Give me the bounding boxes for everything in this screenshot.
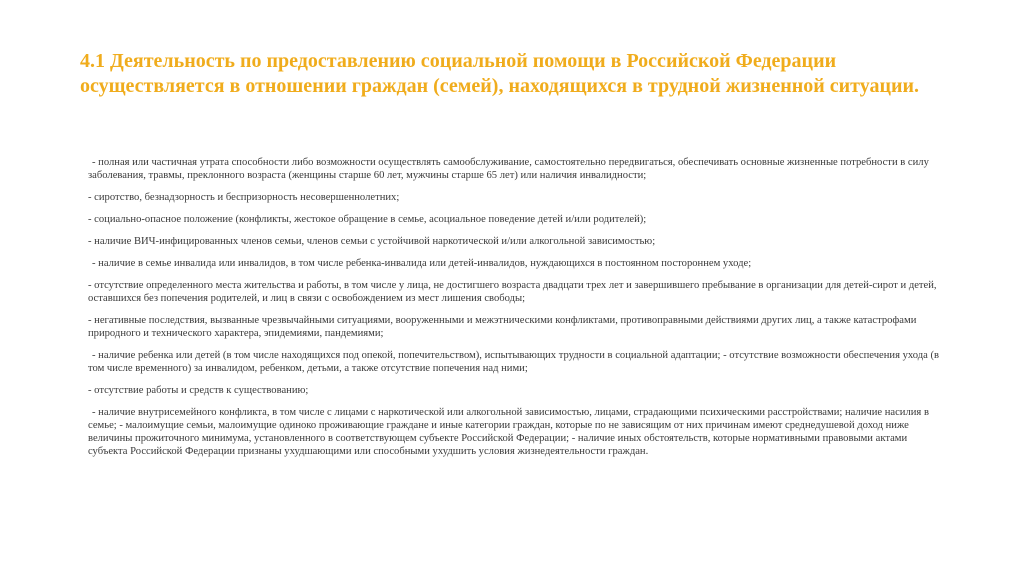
list-item: - сиротство, безнадзорность и беспризорность несовершеннолетних; xyxy=(88,192,400,203)
list-item: - наличие ВИЧ-инфицированных членов семьи, членов семьи с устойчивой наркотической и/или алкогольной зависимостью; xyxy=(88,236,656,247)
list-item: - отсутствие определенного места жительства и работы, в том числе у лица, не достигшего возраста двадцати трех лет и завершившего пребывание в организации для детей-сирот и детей, оставшихся без попечения родителей, и лиц в связи с освобождением из мест лишения свободы; xyxy=(88,280,937,304)
slide-title: 4.1 Деятельность по предоставлению социальной помощи в Российской Федерации осуществляется в отношении граждан (семей), находящихся в трудной жизненной ситуации. xyxy=(80,50,920,97)
list-item: - негативные последствия, вызванные чрезвычайными ситуациями, вооруженными и межэтническими конфликтами, противоправными действиями других лиц, а также катастрофами природного и технического характера, эпидемиями, пандемиями; xyxy=(88,315,917,339)
slide-body xyxy=(88,156,948,467)
list-item: - наличие ребенка или детей (в том числе находящихся под опекой, попечительством), испытывающих трудности в социальной адаптации; - отсутствие возможности обеспечения ухода (в том числе временного) за инвалидом, ребенком, детьми, а также отсутствие попечения над ними; xyxy=(88,350,940,374)
list-item: - социально-опасное положение (конфликты, жестокое обращение в семье, асоциальное поведение детей и/или родителей); xyxy=(88,214,647,225)
list-item: - наличие в семье инвалида или инвалидов, в том числе ребенка-инвалида или детей-инвалидов, нуждающихся в постоянном постороннем уходе; xyxy=(92,258,752,269)
list-item: - отсутствие работы и средств к существованию; xyxy=(88,385,309,396)
list-item: - наличие внутрисемейного конфликта, в том числе с лицами с наркотической или алкогольной зависимостью, лицами, страдающими психическими расстройствами; наличие насилия в семье; - малоимущие семьи, малоимущие одиноко проживающие граждане и иные категории граждан, которые по не зависящим от них причинам имеют среднедушевой доход ниже величины прожиточного минимума, установленного в соответствующем субъекте Российской Федерации; - наличие иных обстоятельств, которые нормативными правовыми актами субъекта Российской Федерации признаны ухудшающими или способными ухудшить условия жизнедеятельности граждан. xyxy=(88,407,929,457)
list-item: - полная или частичная утрата способности либо возможности осуществлять самообслуживание, самостоятельно передвигаться, обеспечивать основные жизненные потребности в силу заболевания, травмы, преклонного возраста (женщины старше 60 лет, мужчины старше 65 лет) или наличия инвалидности; xyxy=(88,157,929,181)
